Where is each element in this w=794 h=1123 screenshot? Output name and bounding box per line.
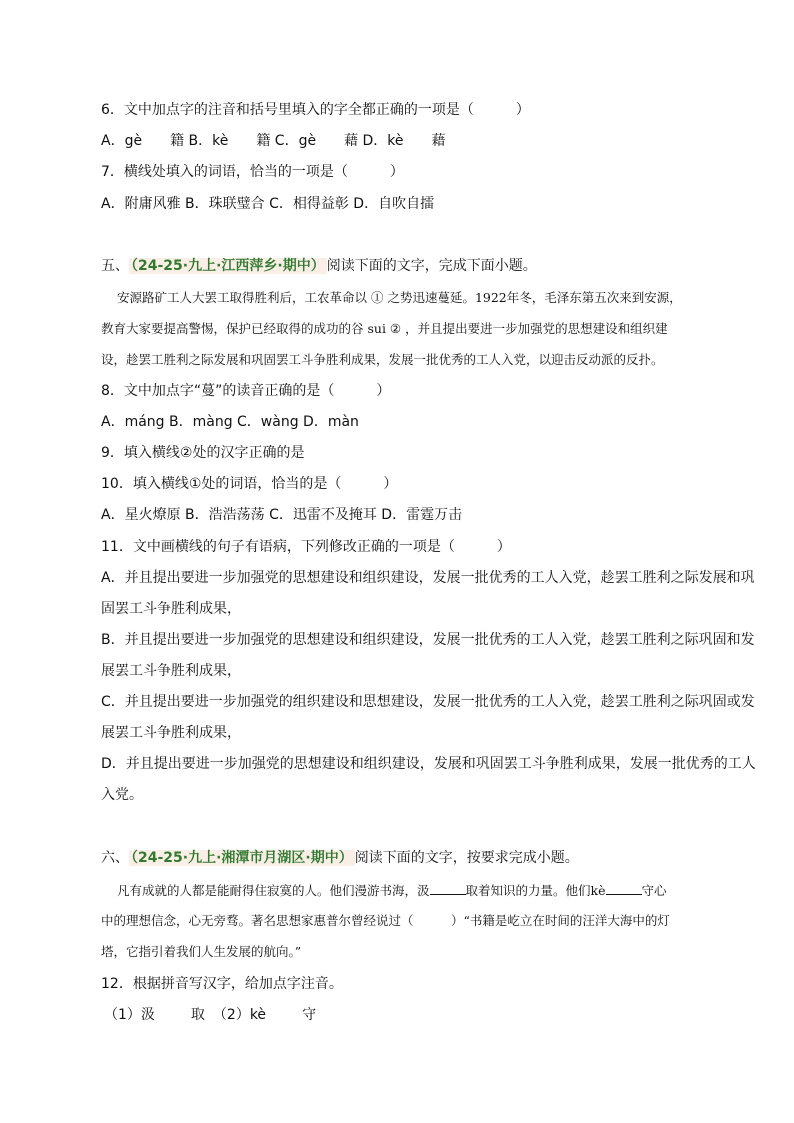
question-12-parts: （1）汲 取 （2）kè 守 — [104, 1007, 317, 1023]
section-6-passage-line: 中的理想信念，心无旁骛。著名思想家惠普尔曾经说过（ ）“书籍是屹立在时间的汪洋大海中的灯 — [101, 913, 670, 928]
section-5-source: （24-25·九上·江西萍乡·期中） — [131, 258, 325, 274]
fill-blank — [430, 880, 466, 895]
section-6-source: （24-25·九上·湘潭市月湖区·期中） — [131, 850, 353, 866]
question-10-options: A．星火燎原 B．浩浩荡荡 C．迅雷不及掩耳 D．雷霆万击 — [101, 507, 463, 523]
section-5-passage-line: 设，趁罢工胜利之际发展和巩固罢工斗争胜利成果，发展一批优秀的工人入党，以迎击反动派的反扑。 — [101, 352, 664, 367]
section-6-number: 六、 — [101, 850, 129, 866]
question-8-stem: 8．文中加点字“蔓”的读音正确的是（ ） — [101, 383, 391, 399]
question-7-options: A．附庸风雅 B．珠联璧合 C．相得益彰 D．自吹自擂 — [101, 196, 435, 212]
section-5-instruction: 阅读下面的文字，完成下面小题。 — [326, 258, 537, 274]
question-11-stem: 11．文中画横线的句子有语病，下列修改正确的一项是（ ） — [101, 539, 511, 555]
section-5-passage-line: 教育大家要提高警惕，保护已经取得的成功的谷 sui ② ，并且提出要进一步加强党的思想建设和组织建 — [101, 321, 668, 336]
section-5-heading — [101, 256, 537, 276]
question-11-option-a: A．并且提出要进一步加强党的思想建设和组织建设，发展一批优秀的工人入党，趁罢工胜利之际发展和巩 — [101, 570, 755, 586]
section-6-instruction: 阅读下面的文字，按要求完成小题。 — [354, 850, 579, 866]
question-11-option-b: 展罢工斗争胜利成果， — [101, 663, 241, 679]
fill-blank — [606, 880, 642, 895]
question-11-option-c: 展罢工斗争胜利成果， — [101, 725, 241, 741]
question-11-option-b: B．并且提出要进一步加强党的思想建设和组织建设，发展一批优秀的工人入党，趁罢工胜利之际巩固和发 — [101, 632, 755, 648]
question-11-option-a: 固罢工斗争胜利成果， — [101, 601, 241, 617]
question-11-option-d: D．并且提出要进一步加强党的思想建设和组织建设，发展和巩固罢工斗争胜利成果，发展一批优秀的工人 — [101, 756, 756, 772]
section-5-passage-line: 安源路矿工人大罢工取得胜利后，工农革命以 ① 之势迅速蔓延。1922年冬，毛泽东第五次来到安源， — [117, 290, 682, 305]
question-11-option-d: 入党。 — [101, 787, 143, 803]
question-6-options: A．gè 籍 B．kè 籍 C．gè 藉 D．kè 藉 — [101, 133, 446, 149]
section-6-passage-line: 塔，它指引着我们人生发展的航向。” — [101, 944, 302, 959]
question-9-stem: 9．填入横线②处的汉字正确的是 — [101, 445, 305, 461]
question-6-stem: 6．文中加点字的注音和括号里填入的字全都正确的一项是（ ） — [101, 102, 530, 118]
question-10-stem: 10．填入横线①处的词语，恰当的是（ ） — [101, 476, 398, 492]
question-8-options: A．máng B．màng C．wàng D．màn — [101, 414, 359, 430]
question-12-stem: 12．根据拼音写汉字，给加点字注音。 — [101, 976, 343, 992]
section-5-number: 五、 — [101, 258, 129, 274]
question-7-stem: 7．横线处填入的词语，恰当的一项是（ ） — [101, 164, 404, 180]
section-6-heading — [101, 848, 579, 868]
question-11-option-c: C．并且提出要进一步加强党的组织建设和思想建设，发展一批优秀的工人入党，趁罢工胜利之际巩固或发 — [101, 694, 755, 710]
section-6-passage-line: 凡有成就的人都是能耐得住寂寞的人。他们漫游书海，汲 取着知识的力量。他们kè 守心 — [117, 880, 667, 901]
